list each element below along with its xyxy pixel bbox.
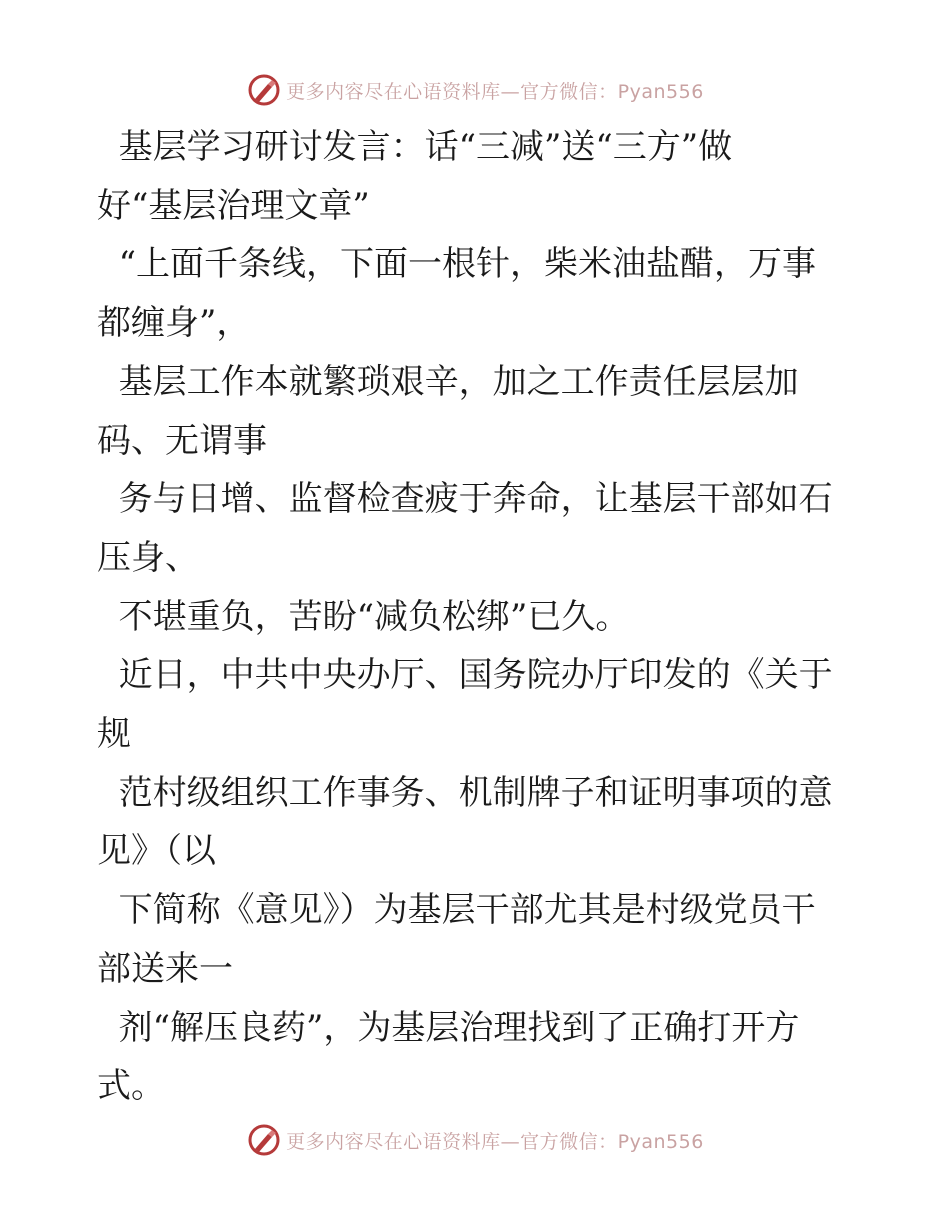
banner-text (286, 77, 704, 104)
text-line: 好“基层治理文章” (97, 185, 370, 226)
header-banner (0, 70, 950, 110)
text-line: 都缠身”， (97, 303, 251, 344)
banner-wechat-text: 官方微信：Pyan556 (520, 1130, 704, 1153)
text-line: 务与日增、监督检查疲于奔命，让基层干部如石 (97, 479, 833, 520)
text-line: 基层学习研讨发言：话“三减”送“三方”做 (97, 127, 733, 167)
text-line: 规 (97, 714, 131, 755)
pen-logo-icon (246, 1122, 282, 1158)
banner-main-text: 更多内容尽在心语资料库— (286, 1130, 521, 1153)
text-line: 压身、 (97, 537, 199, 578)
text-line: 见》（以 (97, 831, 216, 872)
text-line: 下简称《意见》）为基层干部尤其是村级党员干 (97, 890, 816, 931)
footer-banner (0, 1120, 950, 1160)
text-line: 基层工作本就繁琐艰辛，加之工作责任层层加 (97, 361, 799, 402)
text-line: 码、无谓事 (97, 420, 267, 461)
text-line: 不堪重负，苦盼“减负松绑”已久。 (97, 596, 630, 637)
text-line: 剂“解压良药”，为基层治理找到了正确打开方 (97, 1007, 800, 1048)
banner-wechat-text: 官方微信：Pyan556 (520, 80, 704, 103)
banner-text (286, 1127, 704, 1154)
text-line: “上面千条线，下面一根针，柴米油盐醋，万事 (97, 244, 816, 285)
text-line: 部送来一 (97, 948, 233, 989)
text-line: 范村级组织工作事务、机制牌子和证明事项的意 (97, 772, 833, 813)
pen-logo-icon (246, 72, 282, 108)
banner-main-text: 更多内容尽在心语资料库— (286, 80, 521, 103)
text-line: 近日，中共中央办厅、国务院办厅印发的《关于 (97, 655, 833, 696)
text-line: 式。 (97, 1066, 165, 1107)
document-body (97, 118, 857, 1116)
